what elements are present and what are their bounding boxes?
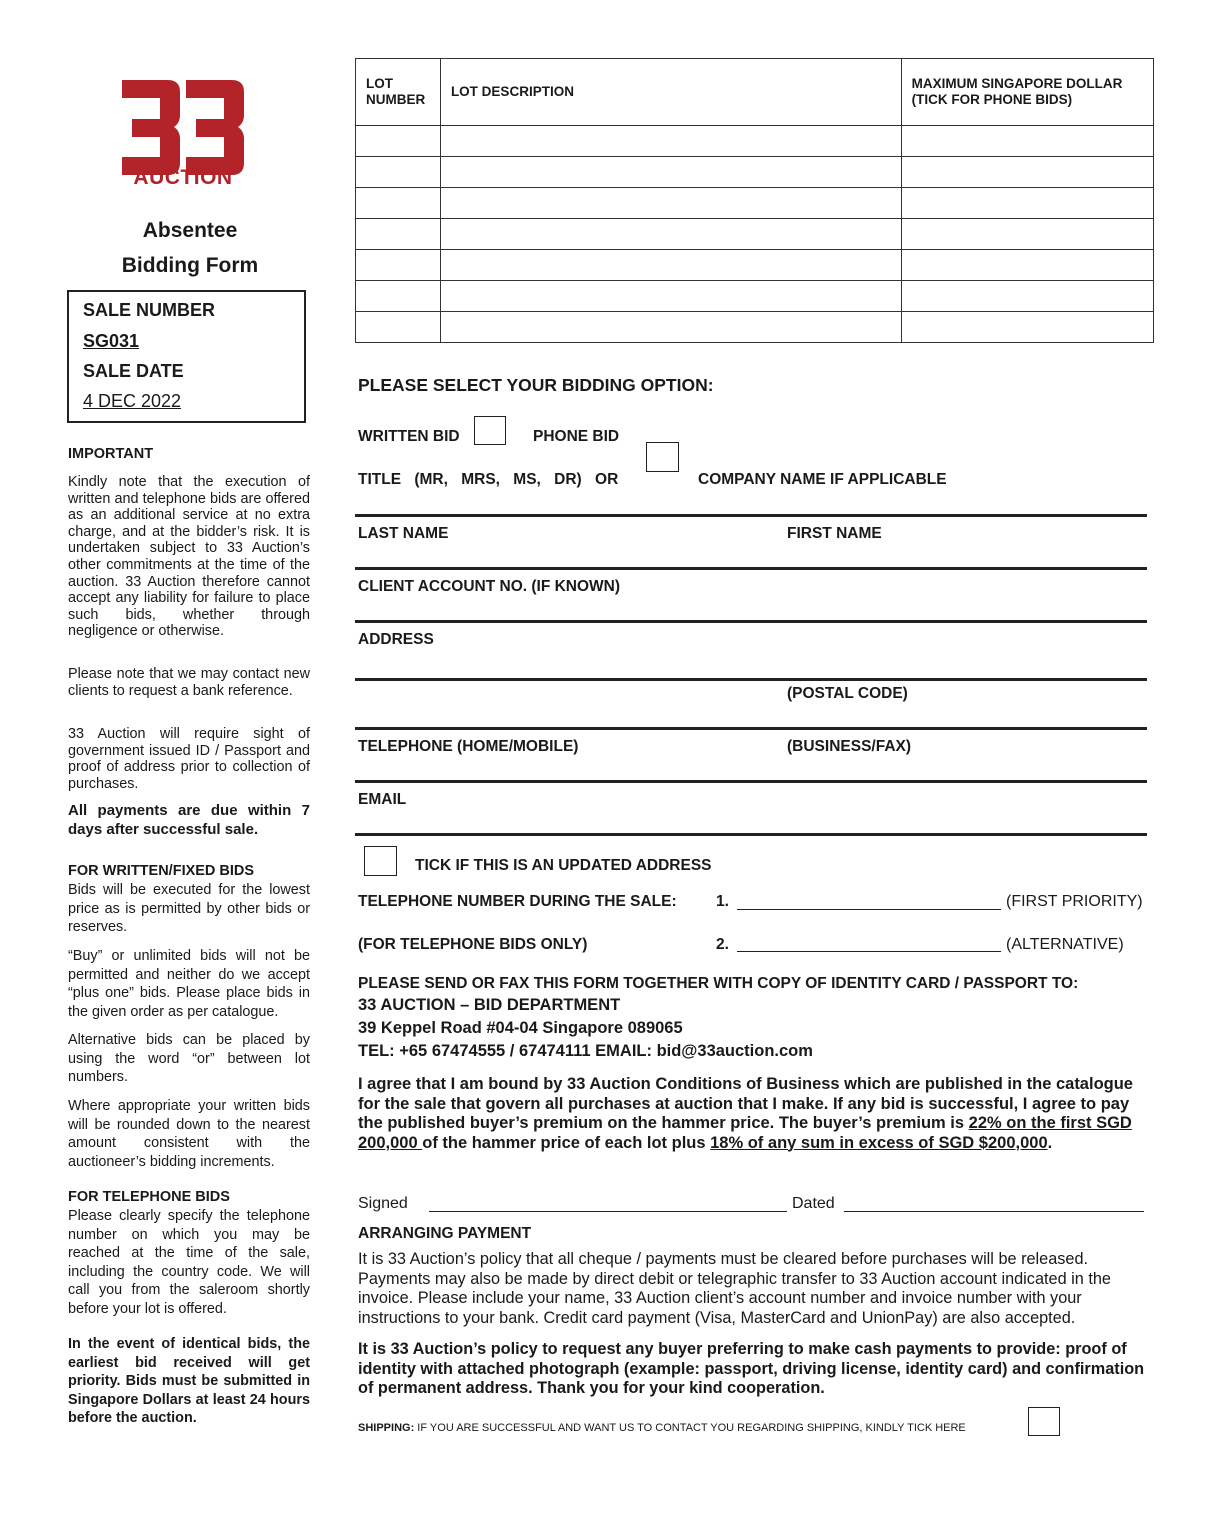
lot-table [355,58,1154,343]
agreement-text-c: . [1047,1133,1053,1152]
written-bids-paragraph-2: “Buy” or unlimited bids will not be permitted and neither do we accept “plus one” bids. Please place bids in the given order as per catalogue. [68,948,310,1020]
priority-number-1: 1. [716,893,729,910]
sale-date-value: 4 DEC 2022 [83,391,182,411]
signature-line[interactable] [429,1211,787,1212]
arranging-payment-heading: ARRANGING PAYMENT [358,1225,532,1242]
sale-number-value: SG031 [83,331,140,351]
title-label: TITLE (MR, MRS, MS, DR) OR [358,471,619,488]
divider [355,833,1147,836]
lot-number-cell[interactable] [356,219,441,250]
table-row [356,281,1154,312]
divider [355,678,1147,681]
divider [355,620,1147,623]
telephone-bids-paragraph-1: Please clearly specify the telephone number on which you may be reached at the time of the sale, including the country code. We will call you from the saleroom shortly before your lot is offered. [68,1208,310,1317]
telephone-bids-heading: FOR TELEPHONE BIDS [68,1189,230,1205]
alternative-label: (ALTERNATIVE) [1006,936,1124,953]
sale-number-label: SALE NUMBER [83,300,216,320]
table-row [356,157,1154,188]
form-title-line2: Bidding Form [121,254,259,277]
shipping-note [358,1422,966,1434]
max-bid-header [901,59,1153,126]
sale-info-box [67,290,306,423]
first-priority-phone-line[interactable] [737,909,1001,910]
lot-description-cell[interactable] [440,188,901,219]
divider [355,567,1147,570]
divider [355,514,1147,517]
updated-address-label: TICK IF THIS IS AN UPDATED ADDRESS [415,857,712,874]
bidding-option-heading: PLEASE SELECT YOUR BIDDING OPTION: [358,375,714,395]
priority-number-2: 2. [716,936,729,953]
lot-description-cell[interactable] [440,312,901,343]
important-heading: IMPORTANT [68,446,154,462]
department-address: 39 Keppel Road #04-04 Singapore 089065 [358,1019,683,1037]
identical-bids-note: In the event of identical bids, the earliest bid received will get priority. Bids must be submitted in Singapore Dollars at least 24 hours before the auction. [68,1336,310,1426]
lot-description-cell[interactable] [440,157,901,188]
tel-bids-only-label: (FOR TELEPHONE BIDS ONLY) [358,936,588,953]
company-name-label: COMPANY NAME IF APPLICABLE [698,471,947,488]
written-bid-label: WRITTEN BID [358,428,460,445]
table-row [356,219,1154,250]
max-bid-cell[interactable] [901,250,1153,281]
table-row [356,126,1154,157]
divider [355,780,1147,783]
lot-number-cell[interactable] [356,312,441,343]
max-bid-cell[interactable] [901,126,1153,157]
postal-code-label: (POSTAL CODE) [787,685,908,702]
dated-label: Dated [792,1195,835,1212]
lot-description-cell[interactable] [440,219,901,250]
written-bids-heading: FOR WRITTEN/FIXED BIDS [68,863,255,879]
written-bids-paragraph-3: Alternative bids can be placed by using the word “or” between lot numbers. [68,1032,310,1085]
lot-description-cell[interactable] [440,250,901,281]
agreement-text-b: of the hammer price of each lot plus [422,1133,711,1152]
max-bid-cell[interactable] [901,281,1153,312]
business-fax-label: (BUSINESS/FAX) [787,738,912,755]
form-title-line1: Absentee [142,219,238,242]
department-contact: TEL: +65 67474555 / 67474111 EMAIL: bid@33auction.com [358,1042,813,1060]
alternative-phone-line[interactable] [737,951,1001,952]
last-name-label: LAST NAME [358,525,449,542]
lot-number-cell[interactable] [356,250,441,281]
bid-department: 33 AUCTION – BID DEPARTMENT [358,996,621,1014]
shipping-label: SHIPPING: [358,1422,415,1434]
premium-rate-1: 22% on the first SGD 200,000 [358,1114,1132,1152]
written-bid-checkbox[interactable] [474,416,506,445]
max-bid-cell[interactable] [901,157,1153,188]
signed-label: Signed [358,1195,408,1212]
payment-paragraph: It is 33 Auction’s policy that all cheque / payments must be cleared before purchases will be released. Payments may also be made by direct debit or telegraphic transfer to 33 Auction account indicated in the invoice. Please include your name, 33 Auction client’s account number and invoice number with your instructions to your bank. Credit card payment (Visa, MasterCard and UnionPay) are also accepted. [358,1250,1111,1327]
client-account-label: CLIENT ACCOUNT NO. (IF KNOWN) [358,578,621,595]
cash-payment-paragraph: It is 33 Auction’s policy to request any buyer preferring to make cash payments to provide: proof of identity with attached photograph (example: passport, driving license, identity card) and confirmation of permanent address. Thank you for your kind cooperation. [358,1340,1145,1397]
max-bid-cell[interactable] [901,312,1153,343]
important-paragraph-2: Please note that we may contact new clients to request a bank reference. [68,666,310,699]
max-bid-cell[interactable] [901,188,1153,219]
lot-number-header: LOT NUMBER [356,59,441,126]
max-bid-header-line1: MAXIMUM SINGAPORE DOLLAR [911,76,1123,91]
date-line[interactable] [844,1211,1144,1212]
phone-bid-checkbox[interactable] [646,442,679,472]
logo-wordmark: AUCTION [133,166,233,189]
lot-number-cell[interactable] [356,157,441,188]
lot-number-cell[interactable] [356,126,441,157]
tel-during-sale-label: TELEPHONE NUMBER DURING THE SALE: [358,893,677,910]
email-label: EMAIL [358,791,407,808]
table-row [356,188,1154,219]
lot-number-cell[interactable] [356,188,441,219]
divider [355,727,1147,730]
lot-description-header: LOT DESCRIPTION [440,59,901,126]
written-bids-paragraph-4: Where appropriate your written bids will be rounded down to the nearest amount consistent with the auctioneer’s bidding increments. [68,1098,310,1170]
address-label: ADDRESS [358,631,434,648]
sale-date-label: SALE DATE [83,361,184,381]
send-instructions: PLEASE SEND OR FAX THIS FORM TOGETHER WITH COPY OF IDENTITY CARD / PASSPORT TO: [358,975,1079,992]
important-paragraph-3: 33 Auction will require sight of government issued ID / Passport and proof of address prior to collection of purchases. [68,726,310,792]
max-bid-cell[interactable] [901,219,1153,250]
shipping-text: IF YOU ARE SUCCESSFUL AND WANT US TO CONTACT YOU REGARDING SHIPPING, KINDLY TICK HERE [414,1422,966,1434]
lot-description-cell[interactable] [440,281,901,312]
table-row [356,250,1154,281]
shipping-checkbox[interactable] [1028,1407,1060,1436]
agreement-text-a: I agree that I am bound by 33 Auction Conditions of Business which are published in the catalogue for the sale that govern all purchases at auction that I make. If any bid is successful, I agree to pay the published buyer’s premium on the hammer price. The buyer’s premium is [358,1075,1133,1132]
agreement-text [358,1075,1148,1153]
lot-description-cell[interactable] [440,126,901,157]
premium-rate-2: 18% of any sum in excess of SGD $200,000 [710,1133,1048,1152]
updated-address-checkbox[interactable] [364,846,397,876]
payment-due-note: All payments are due within 7 days after successful sale. [68,802,310,838]
max-bid-header-line2: (TICK FOR PHONE BIDS) [911,92,1073,107]
telephone-label: TELEPHONE (HOME/MOBILE) [358,738,579,755]
important-paragraph-1: Kindly note that the execution of written and telephone bids are offered as an additional service at no extra charge, and at the bidder’s risk. It is undertaken subject to 33 Auction’s other commitments at the time of the auction. 33 Auction therefore cannot accept any liability for failure to place such bids, whether through negligence or otherwise. [68,474,310,640]
lot-number-cell[interactable] [356,281,441,312]
written-bids-paragraph-1: Bids will be executed for the lowest price as is permitted by other bids or reserves. [68,882,310,935]
first-name-label: FIRST NAME [787,525,882,542]
lot-table-header [356,59,1154,126]
table-row [356,312,1154,343]
phone-bid-label: PHONE BID [533,428,620,445]
first-priority-label: (FIRST PRIORITY) [1006,893,1143,910]
